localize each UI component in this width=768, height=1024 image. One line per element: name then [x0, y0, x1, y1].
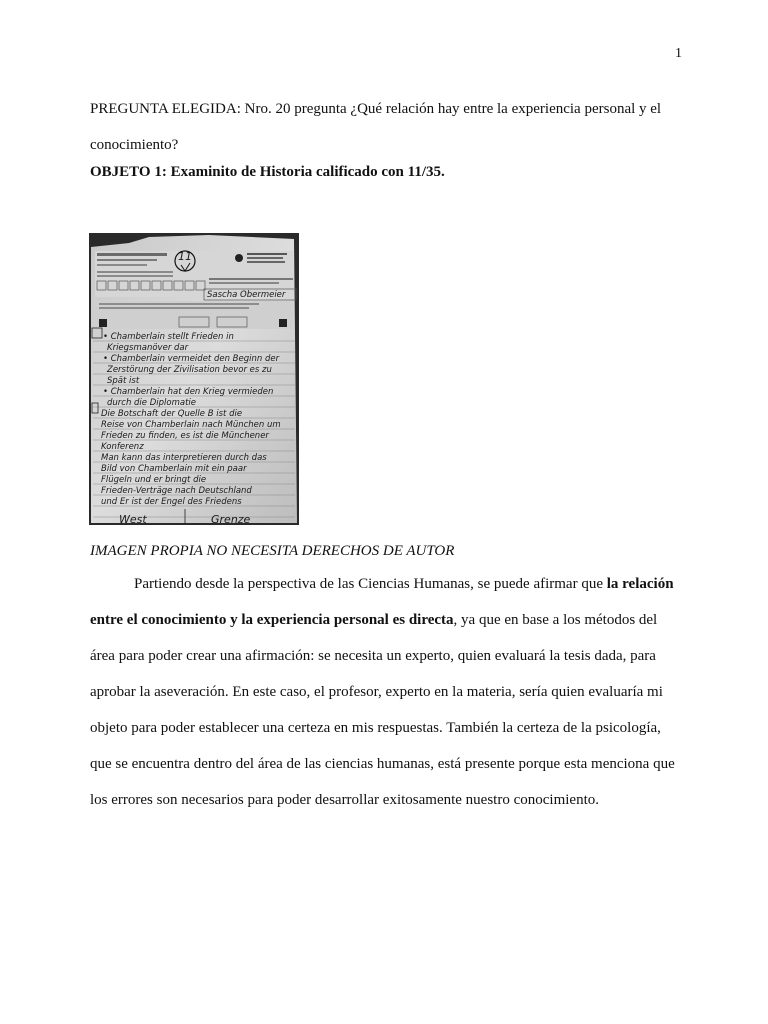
- handwriting-line: Zerstörung der Zivilisation bevor es zu: [107, 365, 272, 375]
- exam-scan-image: [89, 233, 299, 525]
- object-title: OBJETO 1: Examinito de Historia calificado con 11/35.: [90, 164, 445, 180]
- handwriting-line: • Chamberlain hat den Krieg vermieden: [103, 387, 274, 397]
- handwriting-line: durch die Diplomatie: [107, 398, 197, 408]
- paragraph-rest: , ya que en base a los métodos del área para poder crear una afirmación: se necesita un experto, quien evaluará la tesis dada, para aprobar la aseveración. En este caso, el profesor, experto en la materia, sería quien evaluaría mi objeto para poder establecer una certeza en mis respuestas. También la certeza de la psicología, que se encuentra dentro del área de las ciencias humanas, está presente porque esta menciona que los errores son necesarios para poder desarrollar exitosamente nuestro conocimiento.: [90, 612, 675, 808]
- handwriting-line: Die Botschaft der Quelle B ist die: [101, 409, 243, 419]
- image-caption: IMAGEN PROPIA NO NECESITA DERECHOS DE AUTOR: [90, 543, 455, 559]
- paragraph-intro: Partiendo desde la perspectiva de las Ciencias Humanas, se puede afirmar que: [134, 576, 607, 592]
- score-mark-text: 11: [178, 250, 192, 263]
- footer-handwriting-left: West: [119, 513, 147, 525]
- handwriting-line: Konferenz: [101, 442, 144, 452]
- body-paragraph: [90, 566, 685, 818]
- handwriting-line: • Chamberlain vermeidet den Beginn der: [103, 354, 280, 364]
- handwriting-line: Reise von Chamberlain nach München um: [101, 420, 281, 430]
- handwriting-line: Man kann das interpretieren durch das: [101, 453, 267, 463]
- form-info-band: [95, 301, 293, 329]
- footer-handwriting-right: Grenze: [211, 513, 251, 525]
- handwriting-line: Bild von Chamberlain mit ein paar: [101, 464, 247, 474]
- ib-logo-icon: [235, 254, 243, 262]
- exam-scan-graphic: [89, 233, 299, 525]
- page-number: 1: [675, 46, 682, 61]
- handwriting-line: Frieden zu finden, es ist die Münchener: [101, 431, 269, 441]
- handwriting-line: • Chamberlain stellt Frieden in: [103, 332, 234, 342]
- handwriting-line: Frieden-Verträge nach Deutschland: [101, 486, 252, 496]
- paragraph-bold-claim: la relación entre el conocimiento y la experiencia personal es directa: [90, 576, 674, 628]
- handwriting-line: Spät ist: [107, 376, 140, 386]
- handwriting-line: Kriegsmanöver dar: [107, 343, 189, 353]
- handwriting-line: und Er ist der Engel des Friedens: [101, 497, 242, 507]
- question-heading: PREGUNTA ELEGIDA: Nro. 20 pregunta ¿Qué relación hay entre la experiencia personal y el conocimiento?: [90, 101, 662, 153]
- candidate-name: Sascha Obermeier: [207, 290, 286, 300]
- handwriting-line: Flügeln und er bringt die: [101, 475, 207, 485]
